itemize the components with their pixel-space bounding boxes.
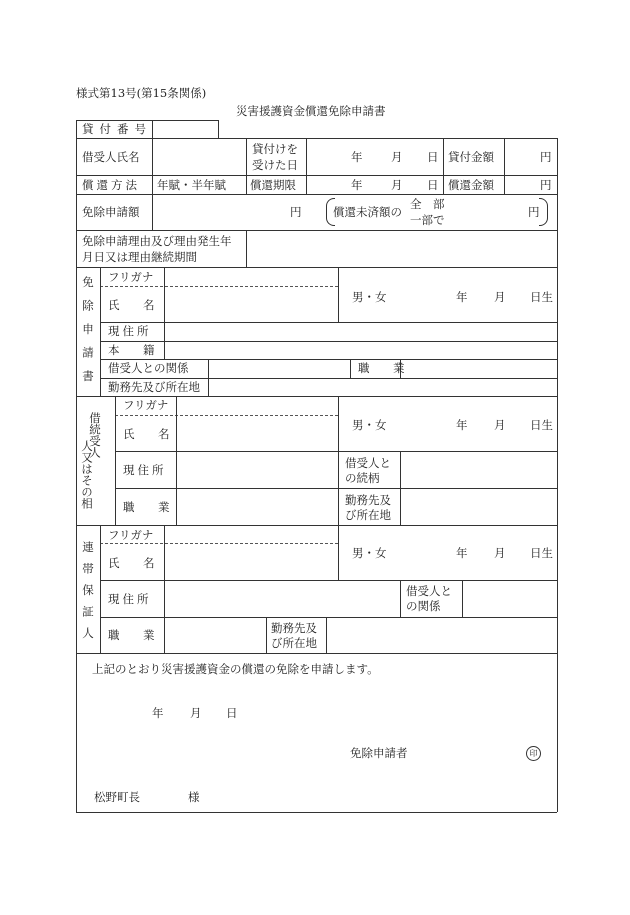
loan-amount-label: 貸付金額 <box>448 150 494 164</box>
guarantor-address-label: 現住所 <box>108 592 152 606</box>
reason-label-1: 免除申請理由及び理由発生年 <box>82 234 232 248</box>
guarantor-birth-day: 日生 <box>530 546 553 560</box>
right-paren <box>539 198 548 226</box>
successor-occupation-label: 職 業 <box>123 500 176 514</box>
borrower-name-field[interactable] <box>153 139 245 174</box>
borrower-name-label: 借受人氏名 <box>82 150 140 164</box>
repaid-amount-yen: 円 <box>540 178 552 192</box>
applicant-furigana-field[interactable] <box>165 268 337 285</box>
unpaid-label: 償還未済額の <box>333 205 402 219</box>
loan-date-label-1: 貸付けを <box>252 142 298 156</box>
declaration-statement: 上記のとおり災害援護資金の償還の免除を申請します。 <box>92 662 379 676</box>
repayment-period-label: 償還期限 <box>250 178 296 192</box>
application-date-month: 月 <box>190 706 202 720</box>
guarantor-birth-year: 年 <box>456 546 468 560</box>
successor-name-field[interactable] <box>177 417 337 450</box>
form-number: 様式第13号(第15条関係) <box>76 86 207 100</box>
successor-address-field[interactable] <box>177 452 337 487</box>
guarantor-workplace-label-1: 勤務先及 <box>271 621 317 635</box>
exemption-amount-label: 免除申請額 <box>82 205 140 219</box>
unpaid-yen: 円 <box>528 205 540 219</box>
successor-gender[interactable]: 男・女 <box>352 418 387 432</box>
successor-workplace-label-2: び所在地 <box>345 508 391 522</box>
applicant-address-field[interactable] <box>165 323 556 340</box>
guarantor-address-field[interactable] <box>165 581 399 616</box>
repayment-period-month: 月 <box>391 178 403 192</box>
application-date-day: 日 <box>226 706 238 720</box>
successor-birth-month: 月 <box>494 418 506 432</box>
loan-date-month: 月 <box>391 150 403 164</box>
applicant-name-label: 氏 名 <box>108 298 161 312</box>
successor-birth-year: 年 <box>456 418 468 432</box>
applicant-workplace-field[interactable] <box>209 379 556 395</box>
successor-birth-day: 日生 <box>530 418 553 432</box>
guarantor-workplace-label-2: び所在地 <box>271 636 317 650</box>
applicant-relation-label: 借受人との関係 <box>108 361 189 375</box>
guarantor-furigana-label: フリガナ <box>108 528 154 542</box>
guarantor-name-label: 氏 名 <box>108 556 161 570</box>
guarantor-birth-month: 月 <box>494 546 506 560</box>
successor-workplace-label-1: 勤務先及 <box>345 493 391 507</box>
applicant-gender[interactable]: 男・女 <box>352 290 387 304</box>
successor-name-label: 氏 名 <box>123 427 176 441</box>
reason-field[interactable] <box>247 231 556 266</box>
applicant-domicile-label: 本 籍 <box>108 343 161 357</box>
successor-section-label-a: 借続受人 <box>88 412 102 458</box>
guarantor-gender[interactable]: 男・女 <box>352 546 387 560</box>
guarantor-relation-label-2: の関係 <box>406 599 441 613</box>
successor-address-label: 現住所 <box>123 463 167 477</box>
successor-relation-label-2: の続柄 <box>345 471 380 485</box>
loan-number-field[interactable] <box>153 121 217 137</box>
repayment-method-label: 償還方法 <box>82 178 140 192</box>
application-date-year: 年 <box>152 706 164 720</box>
guarantor-workplace-field[interactable] <box>327 618 556 652</box>
guarantor-occupation-label: 職 業 <box>108 628 161 642</box>
repayment-period-day: 日 <box>427 178 439 192</box>
addressee: 松野町長 <box>94 790 140 804</box>
loan-date-label-2: 受けた日 <box>252 158 298 172</box>
repayment-method-value: 年賦・半年賦 <box>157 178 226 192</box>
guarantor-furigana-field[interactable] <box>165 526 337 542</box>
seal-mark: 印 <box>526 746 541 761</box>
guarantor-occupation-field[interactable] <box>165 618 265 652</box>
applicant-section-label: 免除申請書 <box>81 276 95 394</box>
successor-workplace-field[interactable] <box>401 489 556 524</box>
applicant-domicile-field[interactable] <box>165 342 556 358</box>
addressee-honorific: 様 <box>188 790 200 804</box>
applicant-signature-label: 免除申請者 <box>350 746 408 760</box>
applicant-birth-month: 月 <box>494 290 506 304</box>
unpaid-part: 一部で <box>410 213 445 227</box>
successor-furigana-label: フリガナ <box>123 398 169 412</box>
successor-relation-field[interactable] <box>401 452 556 487</box>
applicant-name-field[interactable] <box>165 288 337 321</box>
successor-furigana-field[interactable] <box>177 397 337 414</box>
applicant-address-label: 現住所 <box>108 324 152 338</box>
loan-date-year: 年 <box>351 150 363 164</box>
applicant-birth-year: 年 <box>456 290 468 304</box>
applicant-workplace-label: 勤務先及び所在地 <box>108 380 200 394</box>
repayment-period-year: 年 <box>351 178 363 192</box>
guarantor-section-label: 連帯保証人 <box>81 541 95 649</box>
form-title: 災害援護資金償還免除申請書 <box>236 104 386 118</box>
loan-amount-yen: 円 <box>540 150 552 164</box>
successor-section-label-b: 人又はその相 <box>80 440 94 509</box>
guarantor-relation-field[interactable] <box>463 581 556 616</box>
guarantor-name-field[interactable] <box>165 545 337 579</box>
applicant-relation-field[interactable] <box>209 360 349 377</box>
successor-occupation-field[interactable] <box>177 489 337 524</box>
applicant-occupation-field[interactable] <box>401 360 556 377</box>
applicant-occupation-label: 職 業 <box>358 361 411 375</box>
loan-date-day: 日 <box>427 150 439 164</box>
successor-relation-label-1: 借受人と <box>345 456 391 470</box>
exemption-amount-yen: 円 <box>290 205 302 219</box>
loan-number-label: 貸付番号 <box>82 122 152 136</box>
unpaid-all: 全 部 <box>410 197 445 211</box>
applicant-furigana-label: フリガナ <box>108 270 154 284</box>
guarantor-relation-label-1: 借受人と <box>406 584 452 598</box>
applicant-birth-day: 日生 <box>530 290 553 304</box>
reason-label-2: 月日又は理由継続期間 <box>82 250 197 264</box>
repaid-amount-label: 償還金額 <box>448 178 494 192</box>
